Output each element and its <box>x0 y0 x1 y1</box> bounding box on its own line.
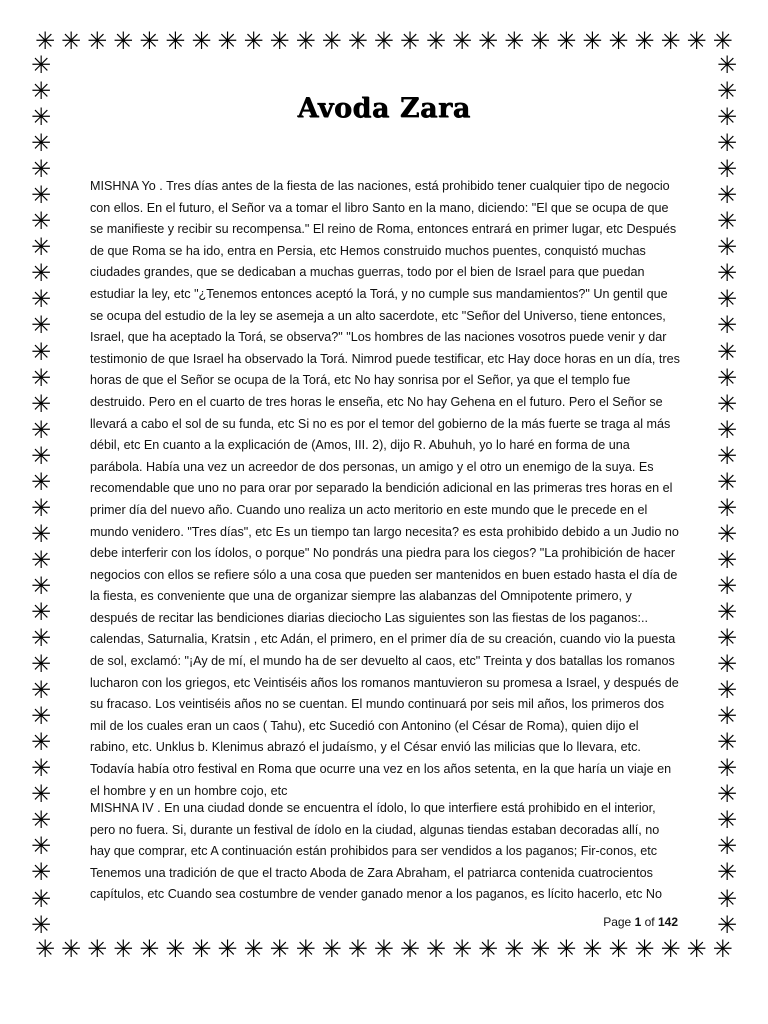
asterisk-flower-icon: ✳ <box>30 441 52 470</box>
asterisk-flower-icon: ✳ <box>243 27 264 55</box>
asterisk-flower-icon: ✳ <box>716 259 738 288</box>
page-title: Avoda Zara <box>297 93 471 124</box>
asterisk-flower-icon: ✳ <box>478 27 499 55</box>
asterisk-flower-icon: ✳ <box>191 935 212 963</box>
asterisk-flower-icon: ✳ <box>716 597 738 626</box>
asterisk-flower-icon: ✳ <box>61 935 82 963</box>
asterisk-flower-icon: ✳ <box>716 51 738 79</box>
asterisk-flower-icon: ✳ <box>504 27 525 55</box>
asterisk-flower-icon: ✳ <box>30 467 52 496</box>
asterisk-flower-icon: ✳ <box>608 935 629 963</box>
asterisk-flower-icon: ✳ <box>716 493 738 522</box>
asterisk-flower-icon: ✳ <box>716 181 738 210</box>
ornamental-border-left <box>28 52 54 938</box>
asterisk-flower-icon: ✳ <box>30 910 52 939</box>
asterisk-flower-icon: ✳ <box>34 935 56 963</box>
asterisk-flower-icon: ✳ <box>87 27 108 55</box>
asterisk-flower-icon: ✳ <box>217 935 238 963</box>
asterisk-flower-icon: ✳ <box>30 103 52 132</box>
asterisk-flower-icon: ✳ <box>608 27 629 55</box>
asterisk-flower-icon: ✳ <box>716 519 738 548</box>
asterisk-flower-icon: ✳ <box>716 780 738 809</box>
asterisk-flower-icon: ✳ <box>295 935 316 963</box>
asterisk-flower-icon: ✳ <box>217 27 238 55</box>
asterisk-flower-icon: ✳ <box>30 780 52 809</box>
asterisk-flower-icon: ✳ <box>373 27 394 55</box>
asterisk-flower-icon: ✳ <box>716 832 738 861</box>
asterisk-flower-icon: ✳ <box>716 884 738 913</box>
asterisk-flower-icon: ✳ <box>30 181 52 210</box>
asterisk-flower-icon: ✳ <box>634 27 655 55</box>
asterisk-flower-icon: ✳ <box>30 285 52 314</box>
asterisk-flower-icon: ✳ <box>30 519 52 548</box>
asterisk-flower-icon: ✳ <box>165 935 186 963</box>
asterisk-flower-icon: ✳ <box>30 624 52 653</box>
asterisk-flower-icon: ✳ <box>716 806 738 835</box>
asterisk-flower-icon: ✳ <box>660 935 681 963</box>
asterisk-flower-icon: ✳ <box>686 27 707 55</box>
asterisk-flower-icon: ✳ <box>716 285 738 314</box>
asterisk-flower-icon: ✳ <box>30 233 52 262</box>
body-paragraph: MISHNA IV . En una ciudad donde se encuentra el ídolo, lo que interfiere está prohibido en el interior, pero no fuera. Si, durante un festival de ídolo en la ciudad, algunas tiendas estaban decoradas allí, no hay que comprar, etc A continuación están prohibidos para ser vendidos a los paganos; Fir-conos, etc Tenemos una tradición de que el tracto Aboda de Zara Abraham, el patriarca contenida cuatrocientos capítulos, etc Cuando sea costumbre de vender ganado menor a los paganos, es lícito hacerlo, etc No <box>90 801 662 902</box>
asterisk-flower-icon: ✳ <box>30 155 52 184</box>
asterisk-flower-icon: ✳ <box>716 728 738 757</box>
asterisk-flower-icon: ✳ <box>30 311 52 340</box>
asterisk-flower-icon: ✳ <box>716 103 738 132</box>
page-label: Page <box>603 915 632 929</box>
asterisk-flower-icon: ✳ <box>87 935 108 963</box>
asterisk-flower-icon: ✳ <box>30 702 52 731</box>
ornamental-border-bottom <box>32 936 736 962</box>
asterisk-flower-icon: ✳ <box>30 858 52 887</box>
asterisk-flower-icon: ✳ <box>321 935 342 963</box>
asterisk-flower-icon: ✳ <box>716 624 738 653</box>
asterisk-flower-icon: ✳ <box>716 129 738 158</box>
asterisk-flower-icon: ✳ <box>556 27 577 55</box>
asterisk-flower-icon: ✳ <box>716 858 738 887</box>
asterisk-flower-icon: ✳ <box>30 728 52 757</box>
asterisk-flower-icon: ✳ <box>716 77 738 106</box>
ornamental-border-top <box>32 28 736 54</box>
asterisk-flower-icon: ✳ <box>634 935 655 963</box>
asterisk-flower-icon: ✳ <box>30 571 52 600</box>
asterisk-flower-icon: ✳ <box>30 493 52 522</box>
asterisk-flower-icon: ✳ <box>660 27 681 55</box>
asterisk-flower-icon: ✳ <box>30 207 52 236</box>
asterisk-flower-icon: ✳ <box>399 27 420 55</box>
asterisk-flower-icon: ✳ <box>30 754 52 783</box>
asterisk-flower-icon: ✳ <box>347 27 368 55</box>
asterisk-flower-icon: ✳ <box>61 27 82 55</box>
asterisk-flower-icon: ✳ <box>716 545 738 574</box>
asterisk-flower-icon: ✳ <box>425 27 446 55</box>
asterisk-flower-icon: ✳ <box>113 935 134 963</box>
asterisk-flower-icon: ✳ <box>478 935 499 963</box>
asterisk-flower-icon: ✳ <box>399 935 420 963</box>
asterisk-flower-icon: ✳ <box>716 910 738 939</box>
page-current: 1 <box>634 915 642 929</box>
asterisk-flower-icon: ✳ <box>716 467 738 496</box>
asterisk-flower-icon: ✳ <box>504 935 525 963</box>
asterisk-flower-icon: ✳ <box>34 27 56 55</box>
asterisk-flower-icon: ✳ <box>30 415 52 444</box>
asterisk-flower-icon: ✳ <box>139 935 160 963</box>
page-of-label: of <box>644 915 655 929</box>
asterisk-flower-icon: ✳ <box>113 27 134 55</box>
asterisk-flower-icon: ✳ <box>30 676 52 705</box>
asterisk-flower-icon: ✳ <box>716 571 738 600</box>
asterisk-flower-icon: ✳ <box>716 155 738 184</box>
asterisk-flower-icon: ✳ <box>139 27 160 55</box>
asterisk-flower-icon: ✳ <box>716 415 738 444</box>
asterisk-flower-icon: ✳ <box>716 676 738 705</box>
asterisk-flower-icon: ✳ <box>30 545 52 574</box>
asterisk-flower-icon: ✳ <box>712 935 733 963</box>
asterisk-flower-icon: ✳ <box>716 441 738 470</box>
asterisk-flower-icon: ✳ <box>373 935 394 963</box>
asterisk-flower-icon: ✳ <box>295 27 316 55</box>
asterisk-flower-icon: ✳ <box>30 832 52 861</box>
asterisk-flower-icon: ✳ <box>451 935 473 963</box>
asterisk-flower-icon: ✳ <box>716 754 738 783</box>
asterisk-flower-icon: ✳ <box>191 27 212 55</box>
asterisk-flower-icon: ✳ <box>582 935 603 963</box>
asterisk-flower-icon: ✳ <box>556 935 577 963</box>
asterisk-flower-icon: ✳ <box>30 77 52 106</box>
asterisk-flower-icon: ✳ <box>347 935 368 963</box>
asterisk-flower-icon: ✳ <box>451 27 473 55</box>
asterisk-flower-icon: ✳ <box>269 27 290 55</box>
asterisk-flower-icon: ✳ <box>30 259 52 288</box>
asterisk-flower-icon: ✳ <box>321 27 342 55</box>
asterisk-flower-icon: ✳ <box>530 27 551 55</box>
asterisk-flower-icon: ✳ <box>716 233 738 262</box>
body-paragraph: MISHNA Yo . Tres días antes de la fiesta de las naciones, está prohibido tener cualquier tipo de negocio con ellos. En el futuro, el Señor va a tomar el libro Santo en la mano, diciendo: "El que se ocupa de que se manifieste y recibir su recompensa." El reino de Roma, entonces entrará en primer lugar, etc Después de que Roma se ha ido, entra en Persia, etc Hemos construido muchos puentes, conquistó muchas ciudades grandes, que se dedicaban a muchas guerras, todo por el bien de Israel para que puedan estudiar la ley, etc "¿Tenemos entonces aceptó la Torá, y no cumple sus mandamientos?" Un gentil que se ocupa del estudio de la ley se asemeja a un alto sacerdote, etc "Señor del Universo, tiene entonces, Israel, que ha aceptado la Torá, se observa?" "Los hombres de las naciones vosotros puede venir y dar testimonio de que Israel ha observado la Torá. Nimrod puede testificar, etc Hay doce horas en un día, tres horas de que el Señor se ocupa de la Torá, etc No hay sonrisa por el Señor, ya que el templo fue destruido. Pero en el cuarto de tres horas le enseña, etc No hay Gehena en el futuro. Pero el Señor se llevará a cabo el sol de su funda, etc Si no es por el temor del gobierno de la más fuerte se traga al más débil, etc En cuanto a la explicación de (Amos, III. 2), dijo R. Abuhuh, yo lo haré en forma de una parábola. Había una vez un acreedor de dos personas, un amigo y el otro un enemigo de la suya. Es recomendable que uno no para orar por separado la bendición adicional en las primeras tres horas en el primer día del nuevo año. Cuando uno realiza un acto meritorio en este mundo que le precede en el mundo venidero. "Tres días", etc Es un tiempo tan largo necesita? es esta prohibido debido a un Judio no debe interferir con los ídolos, o porque" No pondrás una piedra para los ciegos? "La prohibición de hacer negocios con ellos se refiere sólo a una cosa que pueden ser mantenidos en buen estado hasta el día de la fiesta, es conveniente que una de organizar siempre las alabanzas del Omnipotente primero, y después de recitar las bendiciones diarias dieciocho Las siguientes son las fiestas de los paganos:.. calendas, Saturnalia, Kratsin , etc Adán, el primero, en el primer día de su creación, cuando vio la puesta de sol, exclamó: "¡Ay de mí, el mundo ha de ser devuelto al caos, etc" Treinta y dos batallas los romanos lucharon con los griegos, etc Veintiséis años los romanos mantuvieron su promesa a Israel, y después de su fracaso. Los veintiséis años no se cuentan. El mundo continuará por seis mil años, los primeros dos mil de los cuales eran un caos ( Tahu), etc Sucedió con Antonino (el César de Roma), quien dijo el rabino, etc. Unklus b. Klenimus abrazó el judaísmo, y el César envió las milicias que lo llevara, etc. Todavía había otro festival en Roma que ocurre una vez en los años setenta, en la que haría un viaje en el hombre y en un hombre cojo, etc <box>90 179 680 798</box>
ornamental-border-right <box>714 52 740 938</box>
asterisk-flower-icon: ✳ <box>712 27 733 55</box>
asterisk-flower-icon: ✳ <box>716 363 738 392</box>
asterisk-flower-icon: ✳ <box>530 935 551 963</box>
asterisk-flower-icon: ✳ <box>30 389 52 418</box>
page-total: 142 <box>657 915 678 929</box>
asterisk-flower-icon: ✳ <box>582 27 603 55</box>
asterisk-flower-icon: ✳ <box>165 27 186 55</box>
asterisk-flower-icon: ✳ <box>716 389 738 418</box>
asterisk-flower-icon: ✳ <box>30 650 52 679</box>
asterisk-flower-icon: ✳ <box>30 806 52 835</box>
asterisk-flower-icon: ✳ <box>30 884 52 913</box>
asterisk-flower-icon: ✳ <box>269 935 290 963</box>
asterisk-flower-icon: ✳ <box>30 597 52 626</box>
asterisk-flower-icon: ✳ <box>686 935 707 963</box>
asterisk-flower-icon: ✳ <box>716 702 738 731</box>
asterisk-flower-icon: ✳ <box>716 311 738 340</box>
asterisk-flower-icon: ✳ <box>425 935 446 963</box>
asterisk-flower-icon: ✳ <box>30 51 52 79</box>
asterisk-flower-icon: ✳ <box>716 650 738 679</box>
asterisk-flower-icon: ✳ <box>716 337 738 366</box>
asterisk-flower-icon: ✳ <box>716 207 738 236</box>
asterisk-flower-icon: ✳ <box>30 129 52 158</box>
page-number <box>603 915 678 929</box>
asterisk-flower-icon: ✳ <box>243 935 264 963</box>
asterisk-flower-icon: ✳ <box>30 363 52 392</box>
asterisk-flower-icon: ✳ <box>30 337 52 366</box>
